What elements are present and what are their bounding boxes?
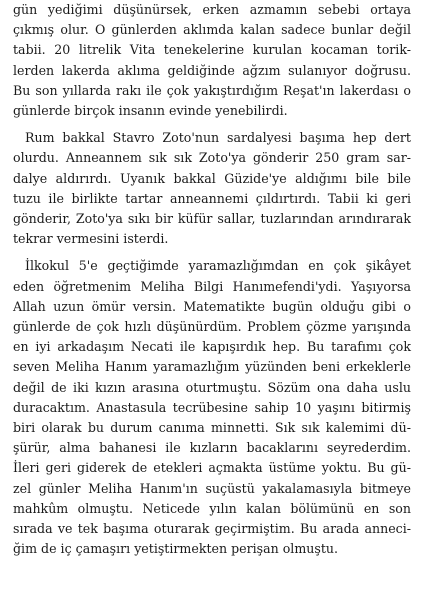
text-line: duracaktım. Anastasula tecrübesine sahip 10 yaşını bitirmiş (13, 399, 411, 415)
paragraph (13, 256, 411, 559)
text-line: şürür, alma bahanesi ile kızların bacaklarını seyrederdim. (13, 440, 411, 456)
text-line: tuzu ile birlikte tartar anneannemi çıldırtırdı. Tabii ki geri (13, 190, 411, 206)
text-line: günlerde de çok hızlı düşünürdüm. Problem çözme yarışında (13, 319, 411, 335)
text-line: tabii. 20 litrelik Vita tenekelerine kurulan kocaman torik- (13, 42, 411, 58)
text-line: gönderir, Zoto'ya sıkı bir küfür sallar, tuzlarından arındırarak (13, 211, 411, 227)
text-line: zel günler Meliha Hanım'ın suçüstü yakalamasıyla bitmeye (13, 480, 411, 496)
text-line: çıkmış olur. O günlerden aklımda kalan sadece bunlar değil (13, 22, 411, 38)
text-line: günlerde birçok insanın evinde yenebilirdi. (13, 103, 288, 119)
text-line: lerden lakerda aklıma geldiğinde ağzım sulanıyor doğrusu. (13, 62, 411, 78)
paragraph (13, 128, 411, 249)
paragraph (13, 0, 411, 121)
text-line: gün yediğimi düşünürsek, erken azmamın sebebi ortaya (13, 2, 411, 17)
text-line: Rum bakkal Stavro Zoto'nun sardalyesi başıma hep dert (25, 130, 411, 146)
text-line: ğim de iç çamaşırı yetiştirmekten perişan olmuştu. (13, 541, 339, 557)
text-line: Bu son yıllarda rakı ile çok yakıştırdığım Reşat'ın lakerdası o (13, 82, 411, 98)
text-line: sırada ve tek başıma oturarak geçirmiştim. Bu arada anneci- (13, 521, 411, 537)
text-line: olurdu. Anneannem sık sık Zoto'ya gönderir 250 gram sar- (13, 150, 411, 166)
text-line: seven Meliha Hanım yaramazlığım yüzünden beni erkeklerle (13, 359, 411, 375)
text-line: biri olarak bu durum canıma minnetti. Sık sık kalemimi dü- (13, 420, 411, 436)
text-line: İlkokul 5'e geçtiğimde yaramazlığımdan en çok şikâyet (25, 258, 411, 274)
text-line: Allah uzun ömür versin. Matematikte bugün olduğu gibi o (13, 298, 411, 314)
body-text (13, 0, 411, 559)
text-line: mahkûm olmuştu. Neticede yılın kalan bölümünü en son (13, 500, 411, 516)
text-line: İleri geri giderek de etekleri açmakta üstüme yoktu. Bu gü- (13, 460, 411, 476)
text-line: değil de iki kızın arasına oturtmuştu. Sözüm ona daha uslu (13, 379, 411, 395)
text-line: eden öğretmenim Meliha Bilgi Hanımefendi'ydi. Yaşıyorsa (13, 278, 411, 294)
text-line: en iyi arkadaşım Necati ile kapışırdık hep. Bu tarafımı çok (13, 339, 411, 355)
text-line: tekrar vermesini isterdi. (13, 231, 169, 247)
text-line: dalye aldırırdı. Uyanık bakkal Güzide'ye aldığımı bile bile (13, 170, 411, 186)
